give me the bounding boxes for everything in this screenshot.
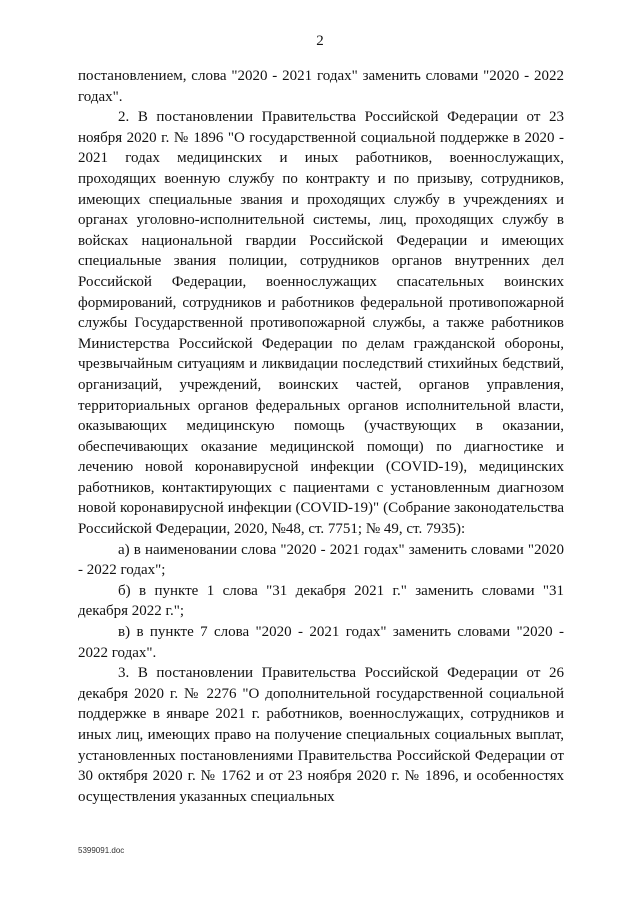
paragraph-subitem-c: в) в пункте 7 слова "2020 - 2021 годах" заменить словами "2020 - 2022 годах". <box>78 624 564 661</box>
paragraph-continuation: постановлением, слова "2020 - 2021 годах" заменить словами "2020 - 2022 годах". <box>78 68 564 105</box>
document-body <box>78 66 564 807</box>
paragraph-item-2: 2. В постановлении Правительства Российской Федерации от 23 ноября 2020 г. № 1896 "О государственной социальной поддержке в 2020 - 2021 годах медицинских и иных работников, военнослужащих, проходящих военную службу по контракту и по призыву, сотрудников, имеющих специальные звания и проходящих службу в учреждениях и органах уголовно-исполнительной системы, лиц, проходящих службу в войсках национальной гвардии Российской Федерации и имеющих специальные звания полиции, сотрудников органов внутренних дел Российской Федерации, военнослужащих спасательных воинских формирований, сотрудников и работников федеральной противопожарной службы Государственной противопожарной службы, а также работников Министерства Российской Федерации по делам гражданской обороны, чрезвычайным ситуациям и ликвидации последствий стихийных бедствий, организаций, учреждений, воинских частей, органов управления, территориальных органов федеральных органов исполнительной власти, оказывающих медицинскую помощь (участвующих в оказании, обеспечивающих оказание медицинской помощи) по диагностике и лечению новой коронавирусной инфекции (COVID-19), медицинских работников, контактирующих с пациентами с установленным диагнозом новой коронавирусной инфекции (COVID-19)" (Собрание законодательства Российской Федерации, 2020, №48, ст. 7751; № 49, ст. 7935): <box>78 109 564 538</box>
file-name-footer: 5399091.doc <box>78 846 125 855</box>
paragraph-item-3: 3. В постановлении Правительства Российской Федерации от 26 декабря 2020 г. № 2276 "О дополнительной государственной социальной поддержке в январе 2021 г. работников, военнослужащих, сотрудников и иных лиц, имеющих право на получение специальных социальных выплат, установленных постановлениями Правительства Российской Федерации от 30 октября 2020 г. № 1762 и от 23 ноября 2020 г. № 1896, и особенностях осуществления указанных специальных <box>78 665 564 805</box>
page-number: 2 <box>316 33 324 49</box>
paragraph-subitem-b: б) в пункте 1 слова "31 декабря 2021 г." заменить словами "31 декабря 2022 г."; <box>78 582 564 620</box>
paragraph-subitem-a: а) в наименовании слова "2020 - 2021 годах" заменить словами "2020 - 2022 годах"; <box>78 541 564 579</box>
